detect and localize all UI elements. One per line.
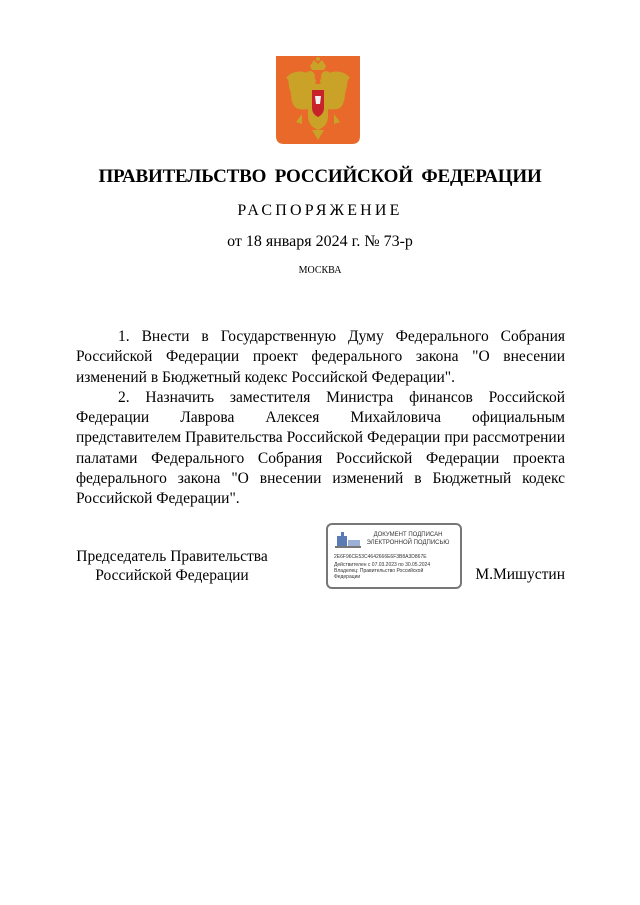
stamp-title-line2: ЭЛЕКТРОННОЙ ПОДПИСЬЮ <box>366 539 450 546</box>
stamp-owner-line1: Владелец: Правительство Российской <box>334 568 424 574</box>
city-label: МОСКВА <box>298 265 342 276</box>
document-date: от 18 января 2024 г. № 73-р <box>227 233 413 250</box>
stamp-validity: Действителен с 07.03.2023 по 30.05.2024 <box>334 562 431 568</box>
signer-name: М.Мишустин <box>475 566 565 583</box>
stamp-certificate: 2E6F96CE53C4642666E6F3B8A3D867E <box>334 554 427 560</box>
signer-position-line1: Председатель Правительства <box>76 548 268 565</box>
coat-of-arms-icon <box>276 56 360 144</box>
organization-title: ПРАВИТЕЛЬСТВО РОССИЙСКОЙ ФЕДЕРАЦИИ <box>98 166 542 187</box>
paragraph-1: 1. Внести в Государственную Думу Федерального Собрания Российской Федерации проект федерального закона "О внесении изменений в Бюджетный кодекс Российской Федерации". <box>76 328 565 386</box>
stamp-owner-line2: Федерации <box>334 574 361 580</box>
stamp-title <box>358 532 458 547</box>
signer-position-line2: Российской Федерации <box>95 567 249 584</box>
document-type: РАСПОРЯЖЕНИЕ <box>237 202 403 219</box>
paragraph-2: 2. Назначить заместителя Министра финансов Российской Федерации Лаврова Алексея Михайловича официальным представителем Правительства Российской Федерации при рассмотрении палатами Федерального Собрания Российской Федерации проекта федерального закона "О внесении изменений в Бюджетный кодекс Российской Федерации". <box>76 388 565 508</box>
electronic-signature-stamp <box>326 523 462 589</box>
signer-position <box>76 547 268 585</box>
stamp-title-line1: ДОКУМЕНТ ПОДПИСАН <box>373 532 443 538</box>
document-body <box>76 327 565 510</box>
